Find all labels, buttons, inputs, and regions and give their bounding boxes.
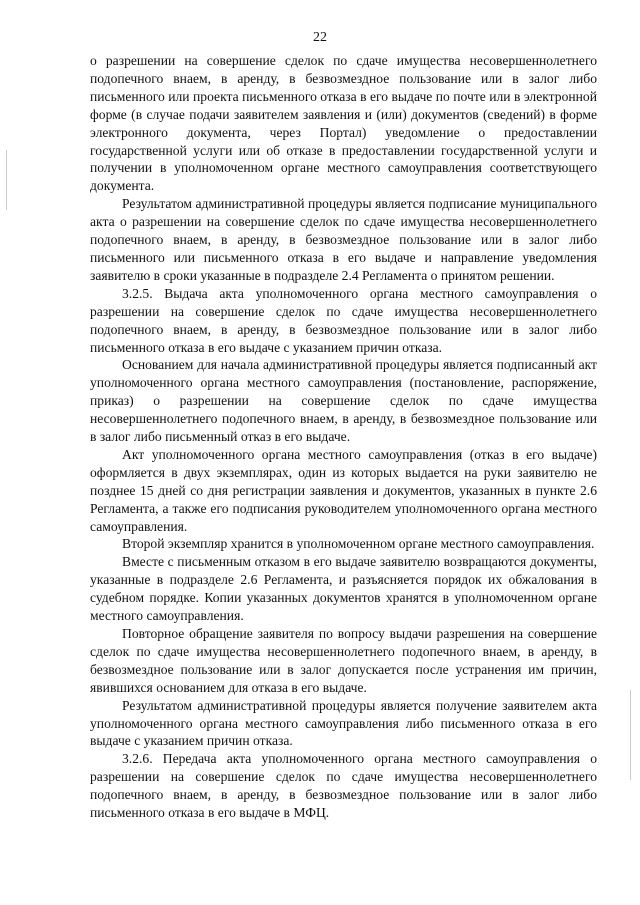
page-number: 22	[313, 30, 327, 45]
paragraph-return-documents: Вместе с письменным отказом в его выдаче заявителю возвращаются документы, указанные в подразделе 2.6 Регламента, и разъясняется порядок их обжалования в судебном порядке. Копии указанных документов хранятся в уполномоченном органе местного самоуправления.	[90, 554, 597, 624]
paragraph-3-2-6-heading: 3.2.6. Передача акта уполномоченного органа местного самоуправления о разрешении на совершение сделок по сдаче имущества несовершеннолетнего подопечного внаем, в аренду, в безвозмездное пользование или в залог либо письменного отказа в его выдаче в МФЦ.	[90, 751, 597, 821]
paragraph-result-signing: Результатом административной процедуры является подписание муниципального акта о разрешении на совершение сделок по сдаче имущества несовершеннолетнего подопечного внаем, в аренду, в безвозмездное пользование или в залог либо письменного или письменного отказа в его выдаче и направление уведомления заявителю в сроки указанные в подразделе 2.4 Регламента о принятом решении.	[90, 196, 597, 283]
paragraph-act-copies: Акт уполномоченного органа местного самоуправления (отказ в его выдаче) оформляется в двух экземплярах, один из которых выдается на руки заявителю не позднее 15 дней со дня регистрации заявления и документов, указанных в пункте 2.6 Регламента, а также его подписания руководителем уполномоченного органа местного самоуправления.	[90, 446, 597, 534]
paragraph-second-copy: Второй экземпляр хранится в уполномоченном органе местного самоуправления.	[122, 536, 595, 552]
paragraph-result-receipt: Результатом административной процедуры является получение заявителем акта уполномоченного органа местного самоуправления либо письменного отказа в его выдаче с указанием причин отказа.	[90, 697, 597, 749]
paragraph-repeat-request: Повторное обращение заявителя по вопросу выдачи разрешения на совершение сделок по сдаче имущества несовершеннолетнего подопечного внаем, в аренду, в безвозмездное пользование или в залог допускается после устранения им причин, явившихся основанием для отказа в его выдаче.	[90, 626, 597, 695]
paragraph-continuation: о разрешении на совершение сделок по сдаче имущества несовершеннолетнего подопечного внаем, в аренду, в безвозмездное пользование или в залог либо письменного или проекта письменного отказа в его выдаче по почте или в электронной форме (в случае подачи заявителем заявления и (или) документов (сведений) в форме электронного документа, через Портал) уведомление о предоставлении государственной услуги или об отказе в предоставлении государственной услуги и получении в уполномоченном органе местного самоуправления соответствующего документа.	[90, 53, 597, 194]
scan-edge-mark-right	[630, 690, 631, 780]
document-body	[90, 52, 597, 822]
paragraph-basis: Основанием для начала административной процедуры является подписанный акт уполномоченного органа местного самоуправления (постановление, распоряжение, приказ) о разрешении на совершение сделок по сдаче имущества несовершеннолетнего подопечного внаем, в аренду, в безвозмездное пользование или в залог либо письменный отказ в его выдаче.	[90, 357, 597, 445]
paragraph-3-2-5-heading: 3.2.5. Выдача акта уполномоченного органа местного самоуправления о разрешении на совершение сделок по сдаче имущества несовершеннолетнего подопечного внаем, в аренду, в безвозмездное пользование или в залог либо письменного отказа в его выдаче с указанием причин отказа.	[90, 285, 597, 355]
scan-edge-mark-left	[6, 150, 7, 210]
